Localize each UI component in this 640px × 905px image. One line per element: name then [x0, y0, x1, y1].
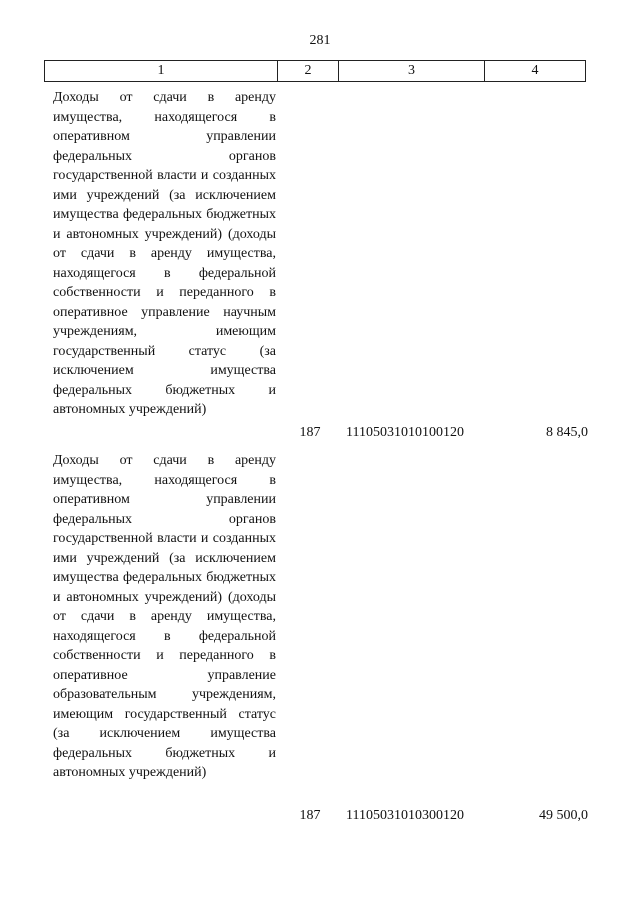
row-1-kbk-code: 11105031010100120 [346, 425, 464, 440]
page-number: 281 [309, 33, 331, 48]
row-1-description: Доходы от сдачи в аренду имущества, находящегося в оперативном управлении федеральных органов государственной власти и созданных ими учреждений (за исключением имущества федеральных бюджетных и автономных учреждений) (доходы от сдачи в аренду имущества, находящегося в федеральной собственности и переданного в оперативное управление научным учреждениям, имеющим государственный статус (за исключением имущества федеральных бюджетных и автономных учреждений) [53, 90, 276, 417]
header-col-1: 1 [157, 63, 165, 78]
row-2-description: Доходы от сдачи в аренду имущества, находящегося в оперативном управлении федеральных органов государственной власти и созданных ими учреждений (за исключением имущества федеральных бюджетных и автономных учреждений) (доходы от сдачи в аренду имущества, находящегося в федеральной собственности и переданного в оперативное управление образовательным учреждениям, имеющим государственный статус (за исключением имущества федеральных бюджетных и автономных учреждений) [53, 453, 276, 780]
row-1-admin-code: 187 [299, 425, 321, 440]
row-2-admin-code: 187 [299, 808, 321, 823]
table-header [44, 60, 586, 82]
header-col-2: 2 [277, 61, 338, 81]
row-2-amount: 49 500,0 [539, 808, 588, 823]
row-1-amount: 8 845,0 [546, 425, 588, 440]
header-col-3: 3 [338, 61, 484, 81]
row-2-kbk-code: 11105031010300120 [346, 808, 464, 823]
header-col-4: 4 [484, 61, 585, 81]
